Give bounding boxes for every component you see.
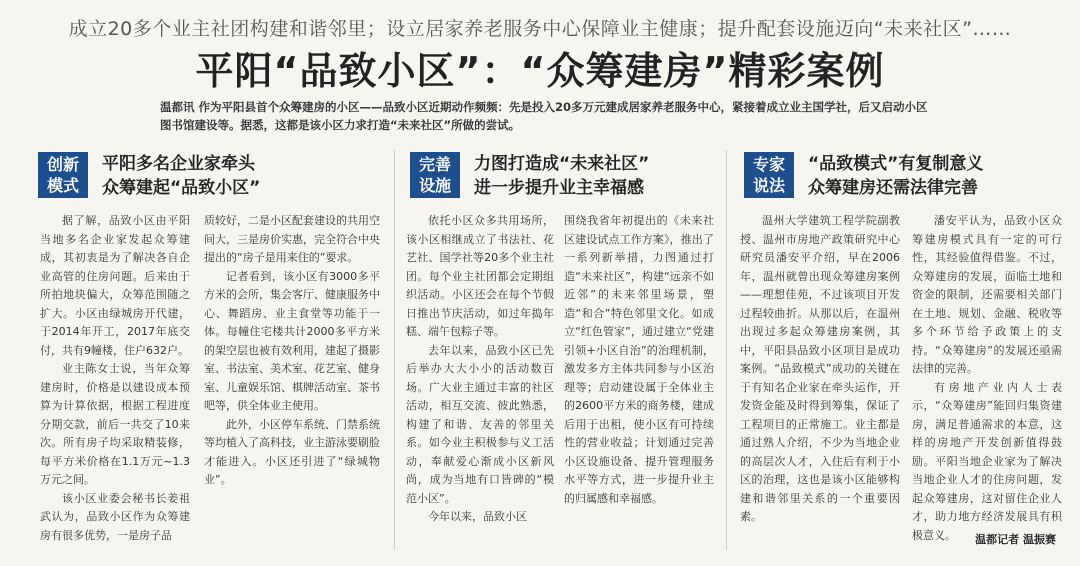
article-column	[564, 212, 714, 552]
section-header-innovation	[38, 152, 368, 200]
paragraph: 据了解，品致小区由平阳当地多名企业家发起众筹建成，其初衷是为了解决各自企业高管的住房问题。后来由于所拍地块偏大，众筹范围随之扩大。小区由绿城房开代建，于2014年开工，2017年底交付，共有9幢楼，住户632户。	[40, 214, 190, 357]
section-title	[474, 152, 649, 200]
paragraph: 业主陈女士说，当年众筹建房时，价格是以建设成本预算为计算依据，根据工程进度分期交款，前后一共交了10来次。所有房子均采取精装修，每平方米价格在1.1万元~1.3万元之间。	[40, 362, 190, 486]
section-tag-line: 完善	[418, 155, 451, 174]
paragraph: 今年以来，品致小区	[428, 510, 527, 523]
section-tag-line: 模式	[46, 176, 79, 195]
section-title-line: 众筹建起“品致小区”	[102, 178, 261, 198]
section-title-line: 平阳多名企业家牵头	[102, 154, 255, 174]
paragraph: 依托小区众多共用场所，该小区相继成立了书法社、花艺社、国学社等20多个业主社团。每个业主社团都会定期组织活动。小区还会在每个节假日推出节庆活动，如过年捣年糕、端午包粽子等。	[406, 214, 554, 338]
section-tag-line: 创新	[46, 155, 79, 174]
paragraph: 该小区业委会秘书长姜祖武认为，品致小区作为众筹建房有很多优势，一是房子品	[40, 491, 190, 542]
headline: 平阳“品致小区”：“众筹建房”精彩案例	[195, 49, 885, 93]
paragraph: 有房地产业内人士表示，“众筹建房”能回归集资建房，满足普通需求的本意，这样的房地产开发创新值得鼓励。平阳当地企业家为了解决当地企业人才的住房问题，发起众筹建房，这对留住企业人才，助力地方经济发展具有积极意义。	[912, 380, 1062, 542]
section-title-line: “品致模式”有复制意义	[808, 154, 984, 174]
paragraph: 质较好，二是小区配套建设的共用空间大，三是房价实惠，完全符合中央提出的“房子是用来住的”要求。	[204, 214, 380, 264]
section-header-expert	[744, 152, 1064, 200]
section-tag-line: 专家	[752, 155, 785, 174]
byline: 温都记者 温振赛	[975, 533, 1056, 546]
column-divider	[394, 150, 395, 550]
section-title-line: 力图打造成“未来社区”	[474, 154, 650, 174]
section-title	[808, 152, 983, 200]
paragraph: 记者看到，该小区有3000多平方米的会所，集会客厅、健康服务中心、舞蹈房、业主食堂等功能于一体。每幢住宅楼共计2000多平方米的架空层也被有效利用，建起了摄影室、书法室、美术室、花艺室、健身室、儿童娱乐馆、棋牌活动室、茶书吧等，供全体业主使用。	[204, 269, 380, 412]
article-column	[204, 212, 380, 552]
section-tag	[410, 152, 460, 198]
paragraph: 围绕我省年初提出的《未来社区建设试点工作方案》，推出了一系列新举措，力图通过打造“未来社区”，构建“远亲不如近邻”的未来邻里场景，塑造“和合”特色邻里文化。如成立“红色管家”，通过建立“党建引领+小区自治”的治理机制，激发多方主体共同参与小区治理等；启动建设属于全体业主的2600平方米的商务楼，建成后用于出租，使小区有可持续性的营业收益；计划通过完善小区设施设备、提升管理服务水平等方式，进一步提升业主的归属感和幸福感。	[564, 214, 714, 505]
paragraph: 此外，小区停车系统、门禁系统等均植入了高科技，业主游泳要刷脸才能进入。小区还引进了“绿城物业”。	[204, 417, 380, 486]
section-title-line: 进一步提升业主幸福感	[474, 178, 644, 198]
section-tag-line: 设施	[418, 176, 451, 195]
paragraph: 潘安平认为，品致小区众筹建房模式具有一定的可行性，其经验值得借鉴。不过，众筹建房的发展，面临土地和资金的限制，还需要相关部门在土地、规划、金融、税收等多个环节给予政策上的支持。“众筹建房”的发展还亟需法律的完善。	[912, 214, 1062, 375]
column-divider	[726, 150, 727, 550]
article-column	[406, 212, 554, 552]
kicker: 成立20多个业主社团构建和谐邻里；设立居家养老服务中心保障业主健康；提升配套设施迈向“未来社区”……	[68, 18, 1012, 40]
section-header-facilities	[410, 152, 710, 200]
section-tag	[744, 152, 794, 198]
paragraph: 温州大学建筑工程学院副教授、温州市房地产政策研究中心研究员潘安平介绍，早在2006年，温州就曾出现众筹建房案例——理想佳苑，不过该项目开发过程较曲折。从那以后，在温州出现过多起众筹建房案例，其中，平阳县品致小区项目是成功案例。“品致模式”成功的关键在于有知名企业家在牵头运作，开发资金能及时得到筹集，保证了工程项目的正常施工。业主都是通过熟人介绍，不少为当地企业的高层次人才，入住后有利于小区的治理，这也是该小区能够构建和谐邻里关系的一个重要因素。	[740, 214, 900, 523]
article-column	[740, 212, 900, 552]
section-tag	[38, 152, 88, 198]
section-title	[102, 152, 260, 200]
section-tag-line: 说法	[752, 176, 785, 195]
paragraph: 去年以来，品致小区已先后举办大大小小的活动数百场。广大业主通过丰富的社区活动，相互交流、彼此熟悉，构建了和谐、友善的邻里关系。如今业主积极参与义工活动，奉献爱心渐成小区新风尚，成为当地有口皆碑的“模范小区”。	[406, 343, 554, 505]
article-column	[40, 212, 190, 552]
lead-paragraph: 温都讯 作为平阳县首个众筹建房的小区——品致小区近期动作频频：先是投入20多万元建成居家养老服务中心，紧接着成立业主国学社，后又启动小区图书馆建设等。据悉，这都是该小区力求打造“未来社区”所做的尝试。	[160, 100, 928, 132]
section-title-line: 众筹建房还需法律完善	[808, 178, 978, 198]
